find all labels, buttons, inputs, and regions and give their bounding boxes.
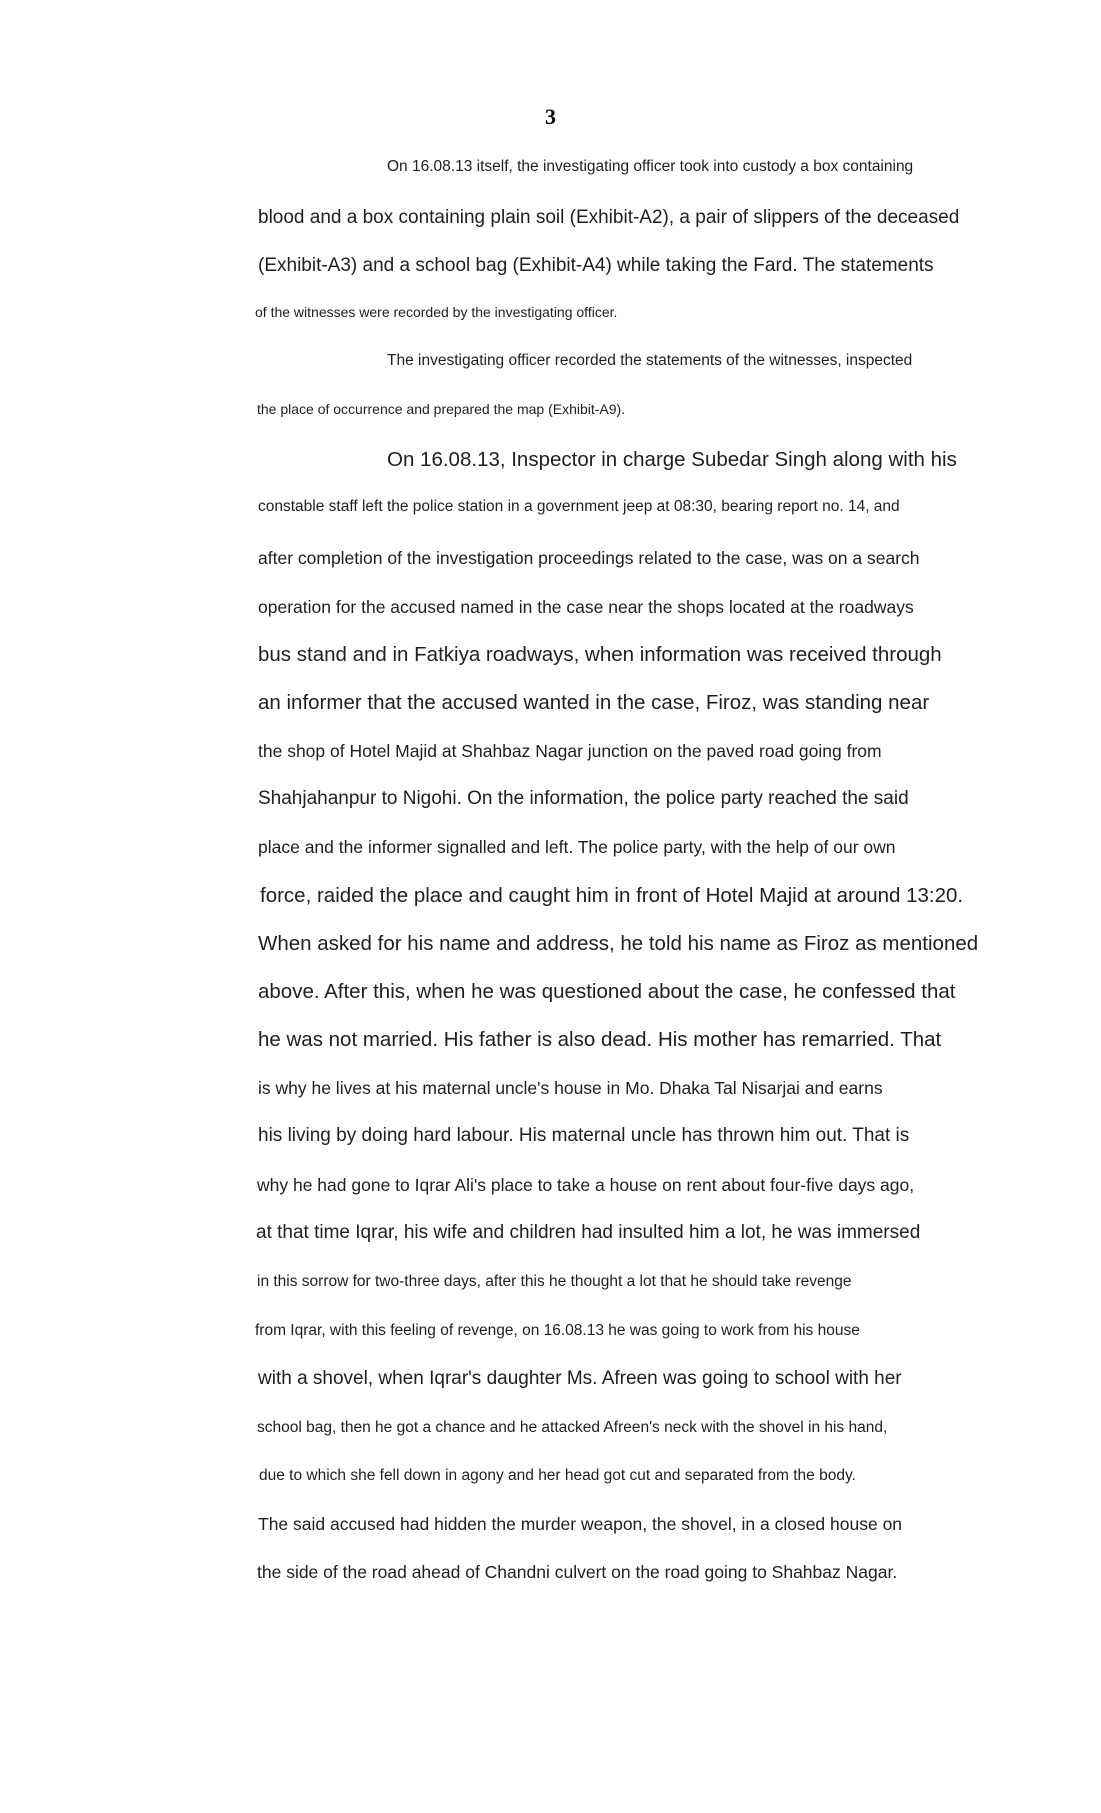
text-line: he was not married. His father is also dead. His mother has remarried. That [258, 1028, 942, 1051]
text-line: operation for the accused named in the case near the shops located at the roadways [258, 597, 914, 617]
text-line: at that time Iqrar, his wife and children had insulted him a lot, he was immersed [256, 1222, 921, 1243]
text-line: The investigating officer recorded the statements of the witnesses, inspected [387, 352, 913, 369]
text-line: force, raided the place and caught him in front of Hotel Majid at around 13:20. [260, 884, 964, 907]
text-line: due to which she fell down in agony and her head got cut and separated from the body. [259, 1467, 856, 1484]
text-line: school bag, then he got a chance and he attacked Afreen's neck with the shovel in his hand, [257, 1419, 888, 1436]
text-line: On 16.08.13, Inspector in charge Subedar Singh along with his [387, 448, 957, 471]
text-line: after completion of the investigation proceedings related to the case, was on a search [258, 548, 920, 568]
text-line: the side of the road ahead of Chandni culvert on the road going to Shahbaz Nagar. [257, 1562, 898, 1582]
text-line: blood and a box containing plain soil (Exhibit-A2), a pair of slippers of the deceased [258, 207, 960, 228]
text-line: On 16.08.13 itself, the investigating officer took into custody a box containing [387, 158, 914, 175]
text-line: constable staff left the police station in a government jeep at 08:30, bearing report no. 14, and [258, 498, 900, 515]
text-line: above. After this, when he was questioned about the case, he confessed that [258, 980, 956, 1003]
text-line: is why he lives at his maternal uncle's house in Mo. Dhaka Tal Nisarjai and earns [258, 1078, 883, 1098]
text-line: in this sorrow for two-three days, after this he thought a lot that he should take revenge [257, 1273, 852, 1290]
text-line: the place of occurrence and prepared the map (Exhibit-A9). [257, 401, 626, 417]
text-line: The said accused had hidden the murder weapon, the shovel, in a closed house on [258, 1514, 903, 1534]
text-line: of the witnesses were recorded by the investigating officer. [255, 304, 618, 320]
text-line: his living by doing hard labour. His maternal uncle has thrown him out. That is [258, 1125, 910, 1146]
text-line: the shop of Hotel Majid at Shahbaz Nagar junction on the paved road going from [258, 741, 882, 761]
text-line: with a shovel, when Iqrar's daughter Ms. Afreen was going to school with her [258, 1368, 902, 1389]
page-number: 3 [545, 104, 556, 129]
text-line: bus stand and in Fatkiya roadways, when information was received through [258, 643, 942, 666]
text-line: why he had gone to Iqrar Ali's place to take a house on rent about four-five days ago, [257, 1175, 915, 1195]
text-line: from Iqrar, with this feeling of revenge, on 16.08.13 he was going to work from his house [255, 1322, 860, 1339]
text-line: place and the informer signalled and left. The police party, with the help of our own [258, 837, 896, 857]
text-line: When asked for his name and address, he told his name as Firoz as mentioned [258, 932, 979, 955]
text-line: Shahjahanpur to Nigohi. On the information, the police party reached the said [258, 788, 909, 809]
text-line: an informer that the accused wanted in the case, Firoz, was standing near [258, 691, 930, 714]
text-line: (Exhibit-A3) and a school bag (Exhibit-A4) while taking the Fard. The statements [258, 255, 934, 276]
